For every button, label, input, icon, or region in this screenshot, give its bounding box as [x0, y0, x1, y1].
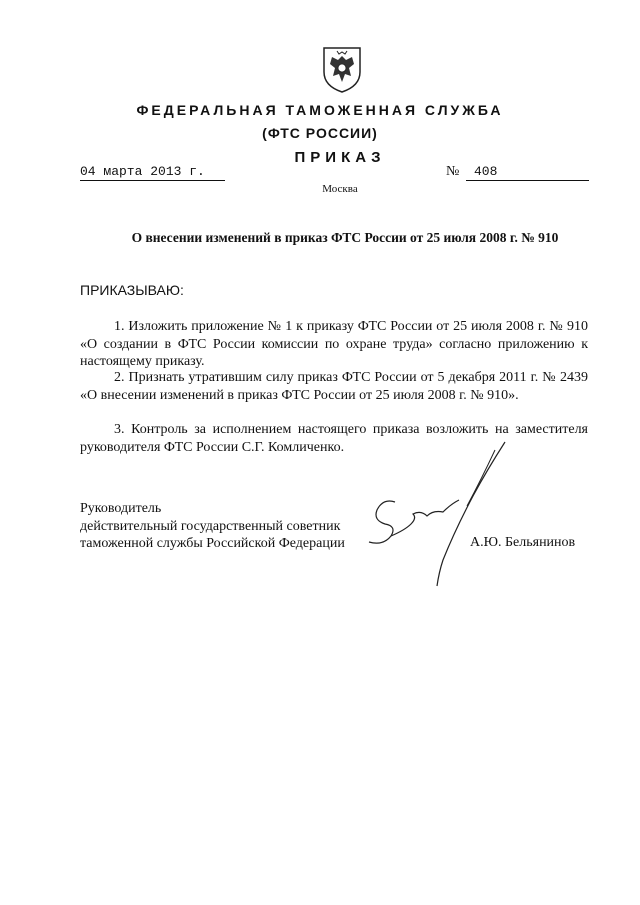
paragraph-2 — [80, 369, 588, 404]
organization-short-title: (ФТС РОССИИ) — [262, 125, 378, 141]
organization-title: ФЕДЕРАЛЬНАЯ ТАМОЖЕННАЯ СЛУЖБА — [136, 102, 504, 118]
document-date: 04 марта 2013 г. — [80, 164, 225, 181]
paragraph-3-text: 3. Контроль за исполнением настоящего приказа возложить на заместителя руководителя ФТС России С.Г. Комличенко. — [80, 422, 588, 455]
russian-coat-of-arms-icon — [320, 44, 364, 94]
document-subject: О внесении изменений в приказ ФТС России от 25 июля 2008 г. № 910 — [131, 230, 559, 245]
paragraph-2-text: 2. Признать утратившим силу приказ ФТС России от 5 декабря 2011 г. № 2439 «О внесении изменений в приказ ФТС России от 25 июля 2008 г. № 910». — [80, 370, 588, 403]
document-number-label: № — [446, 164, 460, 179]
signatory-line-3: таможенной службы Российской Федерации — [80, 536, 345, 551]
paragraph-1 — [80, 318, 588, 371]
signatory-name: А.Ю. Бельянинов — [470, 535, 576, 550]
signatory-position — [80, 500, 345, 553]
document-type: ПРИКАЗ — [294, 149, 386, 166]
signatory-line-2: действительный государственный советник — [80, 518, 341, 534]
order-word: ПРИКАЗЫВАЮ: — [80, 282, 184, 298]
paragraph-1-text: 1. Изложить приложение № 1 к приказу ФТС России от 25 июля 2008 г. № 910 «О создании в ФТС России комиссии по охране труда» согласно приложению к настоящему приказу. — [80, 319, 588, 369]
document-number: 408 — [466, 164, 589, 181]
document-city: Москва — [322, 183, 358, 195]
signatory-line-1: Руководитель — [80, 501, 162, 516]
handwritten-signature — [355, 440, 515, 590]
